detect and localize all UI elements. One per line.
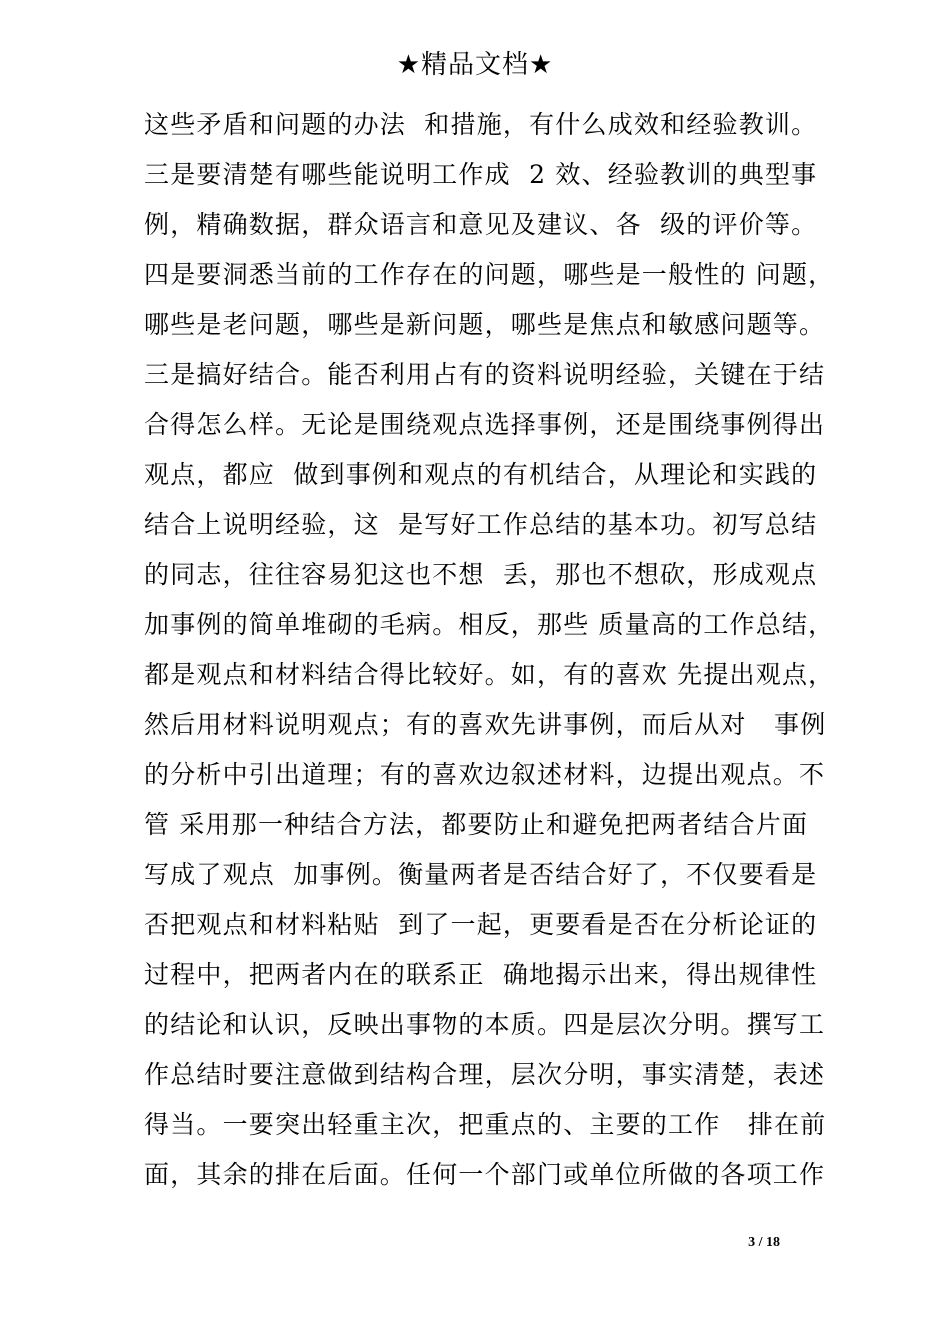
page-number: 3 / 18 <box>748 1235 780 1250</box>
text-line: 写成了观点 加事例。衡量两者是否结合好了，不仅要看是 <box>144 860 818 889</box>
text-line: 面，其余的排在后面。任何一个部门或单位所做的各项工作 <box>144 1160 826 1189</box>
text-line: 观点，都应 做到事例和观点的有机结合，从理论和实践的 <box>144 460 818 489</box>
text-line: 过程中，把两者内在的联系正 确地揭示出来，得出规律性 <box>144 960 818 989</box>
text-line: 例，精确数据，群众语言和意见及建议、各 级的评价等。 <box>144 210 818 239</box>
page-header-title: ★精品文档★ <box>396 50 554 80</box>
text-line: 的分析中引出道理；有的喜欢边叙述材料，边提出观点。不 <box>144 760 826 789</box>
text-line: 作总结时要注意做到结构合理，层次分明，事实清楚，表述 <box>144 1060 826 1089</box>
document-body <box>144 100 835 1200</box>
text-line: 加事例的简单堆砌的毛病。相反，那些 质量高的工作总结， <box>144 610 835 639</box>
text-line: 结合上说明经验，这 是写好工作总结的基本功。初写总结 <box>144 510 818 539</box>
text-line: 这些矛盾和问题的办法 和措施，有什么成效和经验教训。 <box>144 110 818 139</box>
text-line: 合得怎么样。无论是围绕观点选择事例，还是围绕事例得出 <box>144 410 826 439</box>
text-line: 管 采用那一种结合方法，都要防止和避免把两者结合片面 <box>144 810 809 839</box>
text-line: 三是要清楚有哪些能说明工作成 2 效、经验教训的典型事 <box>144 160 818 189</box>
text-line: 三是搞好结合。能否利用占有的资料说明经验，关键在于结 <box>144 360 826 389</box>
text-line: 得当。一要突出轻重主次，把重点的、主要的工作 排在前 <box>144 1110 827 1139</box>
text-line: 哪些是老问题，哪些是新问题，哪些是焦点和敏感问题等。 <box>144 310 826 339</box>
text-line: 的结论和认识，反映出事物的本质。四是层次分明。撰写工 <box>144 1010 826 1039</box>
text-line: 否把观点和材料粘贴 到了一起，更要看是否在分析论证的 <box>144 910 818 939</box>
text-line: 的同志，往往容易犯这也不想 丢，那也不想砍，形成观点 <box>144 560 818 589</box>
text-line: 四是要洞悉当前的工作存在的问题，哪些是一般性的 问题， <box>144 260 835 289</box>
text-line: 都是观点和材料结合得比较好。如，有的喜欢 先提出观点， <box>144 660 835 689</box>
text-line: 然后用材料说明观点；有的喜欢先讲事例，而后从对 事例 <box>144 710 827 739</box>
